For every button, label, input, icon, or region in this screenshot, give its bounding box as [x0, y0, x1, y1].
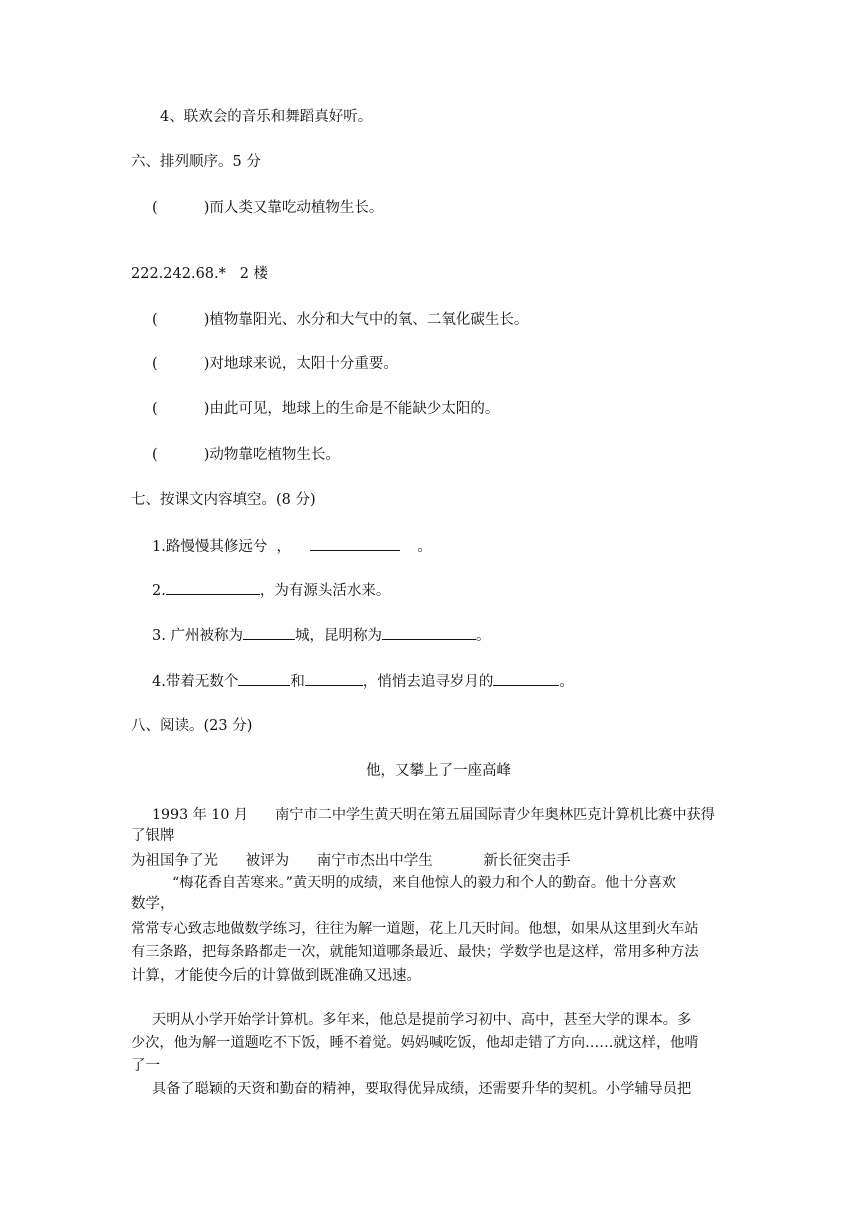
article-title: 他，又攀上了一座高峰	[366, 763, 511, 779]
section-heading: 八、阅读。(23 分)	[131, 718, 253, 734]
forum-ip-floor: 222.242.68.* 2 楼	[131, 266, 269, 282]
order-item: ( )而人类又靠吃动植物生长。	[152, 200, 384, 216]
exercise-item: 4、联欢会的音乐和舞蹈真好听。	[160, 109, 373, 125]
answer-blank[interactable]	[238, 671, 290, 686]
answer-blank[interactable]	[310, 536, 400, 551]
article-line: 为祖国争了光 被评为 南宁市杰出中学生 新长征突击手	[131, 853, 571, 869]
order-item: ( )对地球来说，太阳十分重要。	[152, 356, 398, 372]
article-line: 数学，	[131, 896, 175, 912]
fill-text: 和	[290, 674, 305, 690]
order-item: ( )动物靠吃植物生长。	[152, 447, 340, 463]
article-line: 常常专心致志地做数学练习，往往为解一道题，花上几天时间。他想，如果从这里到火车站	[131, 921, 699, 937]
answer-blank[interactable]	[305, 671, 363, 686]
fill-text: 。	[417, 539, 432, 555]
fill-text: 1.路慢慢其修远兮 ，	[152, 539, 292, 555]
fill-blank-item	[152, 536, 432, 557]
article-line: 有三条路，把每条路都走一次，就能知道哪条最近、最快；学数学也是这样，常用多种方法	[131, 944, 699, 960]
fill-blank-item	[152, 625, 490, 646]
order-item: ( )由此可见，地球上的生命是不能缺少太阳的。	[152, 401, 500, 417]
answer-blank[interactable]	[493, 671, 559, 686]
fill-text: ，悄悄去追寻岁月的	[362, 674, 494, 690]
fill-blank-item	[152, 580, 390, 601]
fill-text: 。	[559, 674, 574, 690]
order-item: ( )植物靠阳光、水分和大气中的氧、二氧化碳生长。	[152, 312, 529, 328]
section-heading: 六、排列顺序。5 分	[131, 154, 261, 170]
answer-blank[interactable]	[166, 580, 260, 595]
article-line: 具备了聪颖的天资和勤奋的精神，要取得优异成绩，还需要升华的契机。小学辅导员把	[152, 1081, 692, 1097]
article-line: “梅花香自苦寒来。”黄天明的成绩，来自他惊人的毅力和个人的勤奋。他十分喜欢	[172, 875, 676, 891]
article-line: 了一	[131, 1058, 160, 1074]
article-line: 天明从小学开始学计算机。多年来，他总是提前学习初中、高中，甚至大学的课本。多	[152, 1012, 692, 1028]
fill-text: 城，昆明称为	[294, 628, 382, 644]
fill-text: 4.带着无数个	[152, 674, 239, 690]
fill-blank-item	[152, 671, 574, 692]
fill-text: ，为有源头活水来。	[259, 583, 391, 599]
fill-text: 。	[475, 628, 491, 644]
article-line: 少次，他为解一道题吃不下饭，睡不着觉。妈妈喊吃饭，他却走错了方向……就这样，他啃	[131, 1035, 699, 1051]
fill-text: 3. 广州被称为	[152, 628, 243, 644]
article-line: 计算，才能使今后的计算做到既准确又迅速。	[131, 968, 421, 984]
answer-blank[interactable]	[382, 625, 476, 640]
fill-text: 2.	[152, 583, 166, 599]
answer-blank[interactable]	[243, 625, 295, 640]
section-heading: 七、按课文内容填空。(8 分)	[131, 492, 316, 508]
article-line: 1993 年 10 月 南宁市二中学生黄天明在第五届国际青少年奥林匹克计算机比赛中获得	[152, 807, 715, 823]
article-line: 了银牌	[131, 828, 175, 844]
